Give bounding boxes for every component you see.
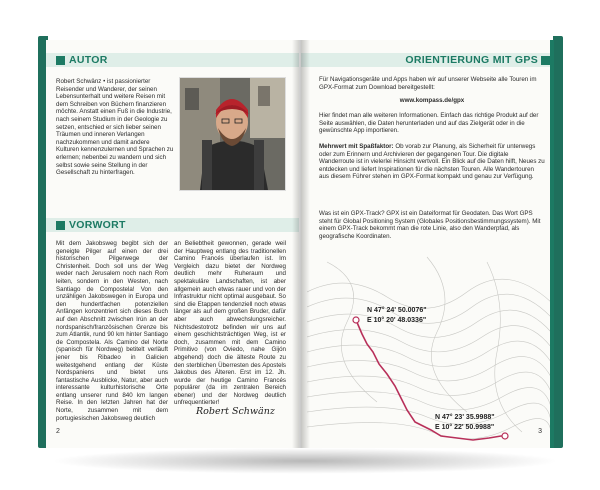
foreword-column-1: Mit dem Jakobsweg begibt sich der geneigte Pilger auf einen der drei historischen Pilgerwege der Christenheit. Doch soll uns der Weg weder nach Jerusalem noch nach Rom leiten, sondern in den Westen, nach Santiago de Compostela! Von den unzähligen Jakobswegen in Europa und den hundertfachen potenziellen Anfängen konzentriert sich dieses Buch auf den Abschnitt zwischen Irún an der nordspanisch/französischen Grenze bis zum Atlantik, rund 90 km hinter Santiago de Compostela. Als Camino del Norte (spanisch für Nordweg) betitelt verläuft jener bis Ribadeo in Galicien weitestgehend entlang der Küste Nordspaniens und bietet uns fantastische Ausblicke, Natur, aber auch interessante kulturhistorische Orte entlang unserer rund 840 km langen Reise. In den letzten Jahren hat der Norte, zusammen mit dem portugiesischen Jakobsweg deutlich [56,240,168,422]
end-longitude: E 10° 22' 50.9988" [435,424,495,431]
left-page [46,40,299,448]
end-latitude: N 47° 23' 35.9988" [435,414,495,421]
gps-heading: ORIENTIERUNG MIT GPS [405,54,538,66]
gps-benefits-text: Ob vorab zur Planung, als Sicherheit für unterwegs oder zum Erinnern und Archivieren der gegangenen Tour. Die digitale Wanderroute ist in vielerlei Hinsicht wertvoll. Ein Blick auf die Daten hilft, Neues zu entdecken und liefert Inspirationen für die nächsten Touren. Alle Wandertouren aus diesem Führer stehen im GPX-Format kompakt und genau zur Verfügung. [319,143,545,181]
book-shadow [50,448,560,474]
author-bio: Robert Schwänz • ist passionierter Reisender und Wanderer, der seinen Lebensunterhalt und weitere Reisen mit dem Schreiben von Büchern finanzieren möchte. Anstatt einen Fuß in die Industrie, nach seinem Studium in der Geologie zu setzen, entschied er sich lieber seinen Träumen und inneren Verlangen nachzukommen und damit andere Kulturen kennenzulernen und Sprachen zu erlernen; nebenbei zu wandern und sich selbst sowie seine Stellung in der Gesellschaft zu hinterfragen. [56,78,174,177]
track-start-marker [353,317,359,323]
book-spine [292,40,310,448]
start-latitude: N 47° 24' 50.0076" [367,307,427,314]
author-signature: Robert Schwänz [196,406,275,417]
page-number-left: 2 [56,428,60,435]
gps-benefits [319,143,545,181]
foreword-column-2: an Beliebtheit gewonnen, gerade weil der Hauptweg entlang des traditionellen Camino Francés überlaufen ist. Im Vergleich dazu bietet der Nordweg deutlich mehr Ruheraum und spektakuläre Landschaften, ist aber allgemein auch etwas rauer und von der Infrastruktur nicht optimal ausgebaut. So sind die Etappen tendenziell noch etwas länger als auf dem großen Bruder, dafür aber auch abwechslungsreicher. Nichtsdestotrotz befinden wir uns auf einem geschichtsträchtigen Weg, ist er doch, zusammen mit dem Camino Primitivo (von Oviedo, nahe Gijón abgehend) doch die älteste Route zu den sterblichen Überresten des Apostels Jakobus des Älteren. Erst im 12. Jh. wurde der heutige Camino Francés populärer (da im zentralen Bereich ebener) und der Nordweg deutlich unfrequentierter! [174,240,286,407]
right-page-edge-strip [550,40,554,448]
right-page [301,40,554,448]
gpx-explanation: Was ist ein GPX-Track? GPX ist ein Dateiformat für Geodaten. Das Wort GPS steht für Global Positioning System (Globales Positionsbestimmungssystem). Mit einem GPX-Track bekommt man die rote Linie, also den Wanderpfad, als geografische Koordinaten. [319,210,541,240]
gps-heading-marker [541,56,550,65]
gps-benefits-lead: Mehrwert mit Spaßfaktor: [319,143,394,150]
start-longitude: E 10° 20' 48.0336" [367,317,427,324]
cover-edge-right [553,36,563,448]
author-photo [179,77,286,191]
foreword-heading: VORWORT [69,219,126,231]
gps-intro: Für Navigationsgeräte und Apps haben wir auf unserer Webseite alle Touren im GPX-Format zum Download bereitgestellt: [319,76,537,91]
gpx-track-map [307,252,551,442]
gps-instructions: Hier findet man alle weiteren Informationen. Einfach das richtige Produkt auf der Seite auswählen, die Daten herunterladen und auf das Zielgerät oder in die gewünschte App importieren. [319,112,539,135]
page-number-right: 3 [538,428,542,435]
track-end-marker [502,433,508,439]
foreword-heading-marker [56,221,65,230]
author-heading-marker [56,56,65,65]
author-heading: AUTOR [69,54,108,66]
gpx-url: www.kompass.de/gpx [399,97,465,104]
